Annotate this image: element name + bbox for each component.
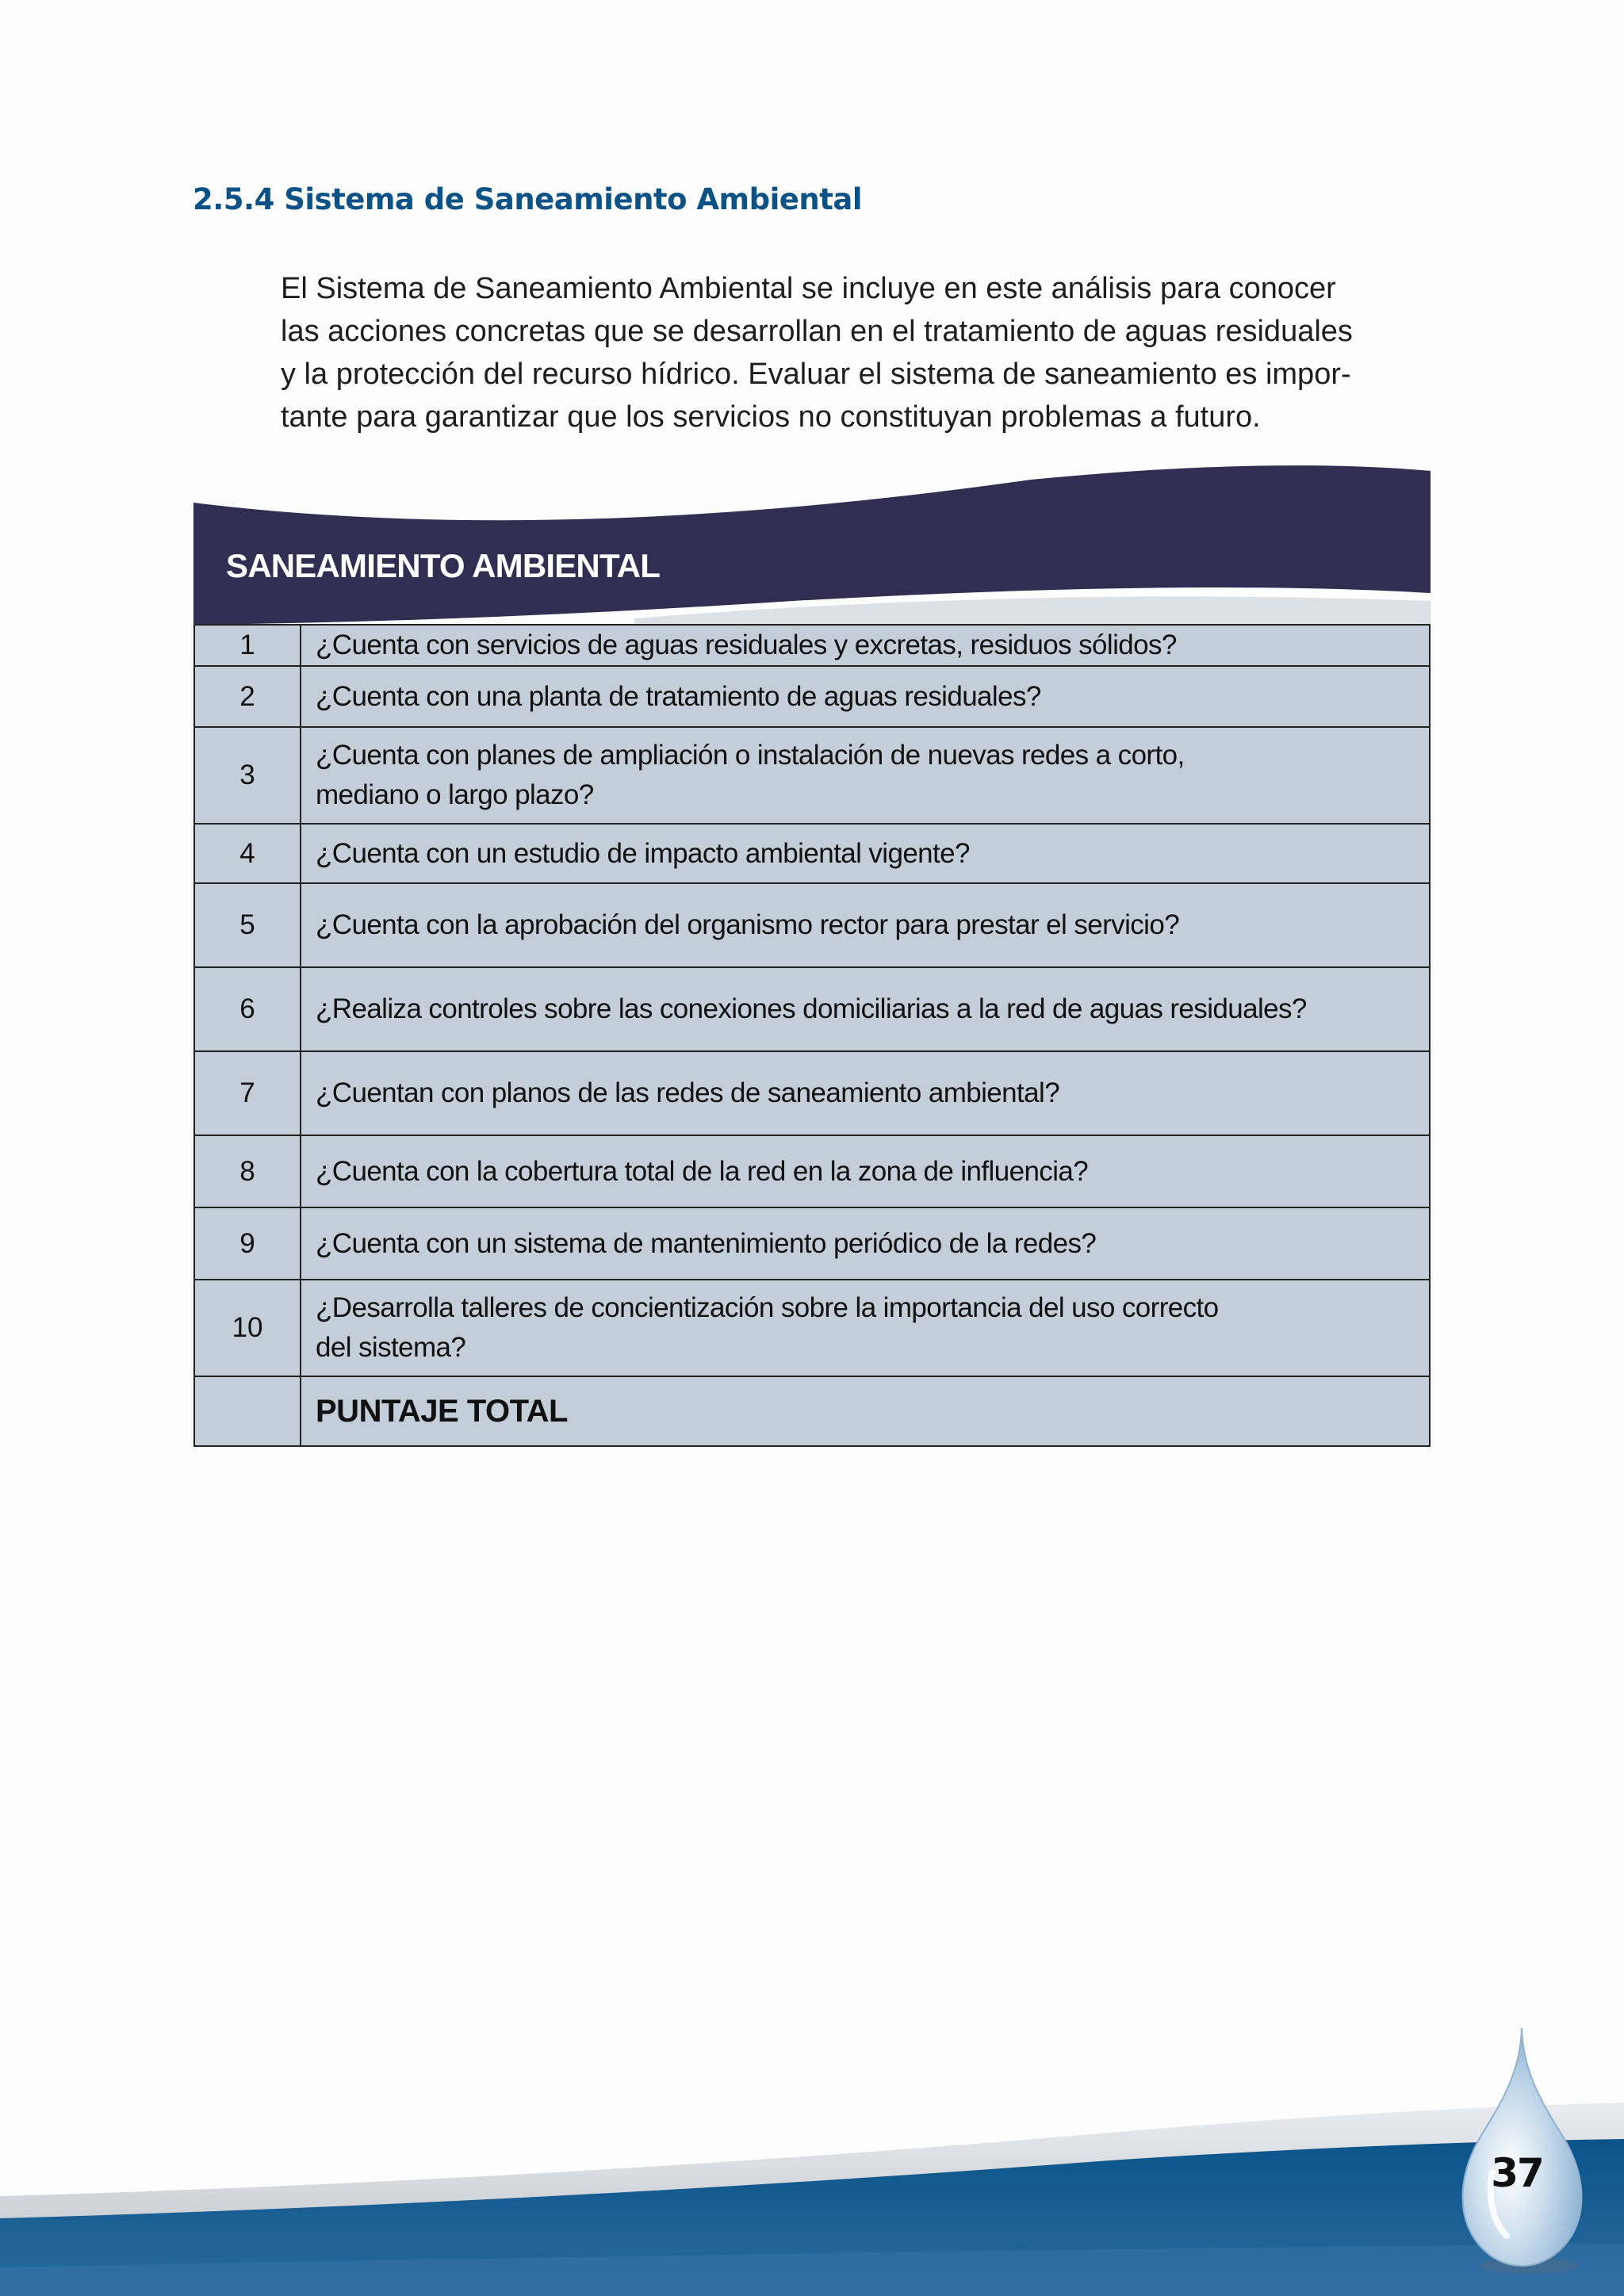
table-row (194, 1280, 1430, 1376)
row-number: 7 (194, 1051, 301, 1135)
question-line: ¿Cuentan con planos de las redes de saneamiento ambiental? (316, 1077, 1060, 1108)
row-number: 3 (194, 727, 301, 824)
row-question (301, 1051, 1430, 1135)
question-line: del sistema? (316, 1332, 466, 1363)
question-line: ¿Cuenta con la aprobación del organismo rector para prestar el servicio? (316, 909, 1180, 940)
row-question (301, 967, 1430, 1051)
row-question (301, 1207, 1430, 1280)
question-line: ¿Cuenta con un sistema de mantenimiento periódico de la redes? (316, 1227, 1097, 1259)
total-row (194, 1376, 1430, 1446)
row-number: 1 (194, 625, 301, 666)
table-row (194, 967, 1430, 1051)
row-number: 10 (194, 1280, 301, 1376)
table-row (194, 666, 1430, 727)
question-line: ¿Desarrolla talleres de concientización sobre la importancia del uso correcto (316, 1292, 1219, 1323)
question-line: ¿Cuenta con planes de ampliación o instalación de nuevas redes a corto, (316, 740, 1185, 771)
row-number: 2 (194, 666, 301, 727)
row-question (301, 727, 1430, 824)
table-row (194, 1207, 1430, 1280)
intro-line: y la protección del recurso hídrico. Evaluar el sistema de saneamiento es impor- (281, 358, 1351, 391)
question-line: ¿Cuenta con un estudio de impacto ambiental vigente? (316, 837, 970, 869)
table-row (194, 824, 1430, 883)
table-row (194, 1135, 1430, 1207)
row-question (301, 1280, 1430, 1376)
intro-line: tante para garantizar que los servicios no constituyan problemas a futuro. (281, 400, 1261, 434)
row-number: 9 (194, 1207, 301, 1280)
table-row (194, 1051, 1430, 1135)
table-title: SANEAMIENTO AMBIENTAL (226, 547, 661, 584)
row-number: 4 (194, 824, 301, 883)
row-question (301, 883, 1430, 967)
row-number: 5 (194, 883, 301, 967)
questionnaire-table (193, 624, 1431, 1447)
intro-paragraph (281, 267, 1432, 438)
page-number: 37 (1491, 2150, 1543, 2196)
row-question (301, 824, 1430, 883)
intro-line: El Sistema de Saneamiento Ambiental se incluye en este análisis para conocer (281, 272, 1336, 305)
total-number-cell (194, 1376, 301, 1446)
table-row (194, 727, 1430, 824)
question-line: ¿Cuenta con servicios de aguas residuales y excretas, residuos sólidos? (316, 629, 1177, 660)
section-title: 2.5.4 Sistema de Saneamiento Ambiental (193, 182, 863, 216)
question-line: ¿Realiza controles sobre las conexiones domiciliarias a la red de aguas residuales? (316, 993, 1307, 1024)
table-row (194, 883, 1430, 967)
question-line: ¿Cuenta con una planta de tratamiento de aguas residuales? (316, 680, 1041, 712)
row-number: 8 (194, 1135, 301, 1207)
row-number: 6 (194, 967, 301, 1051)
row-question (301, 1135, 1430, 1207)
footer-wave (0, 2014, 1624, 2296)
row-question (301, 625, 1430, 666)
total-label: PUNTAJE TOTAL (301, 1376, 1430, 1446)
question-line: mediano o largo plazo? (316, 779, 594, 810)
question-line: ¿Cuenta con la cobertura total de la red en la zona de influencia? (316, 1155, 1089, 1187)
intro-line: las acciones concretas que se desarrollan en el tratamiento de aguas residuales (281, 315, 1353, 348)
row-question (301, 666, 1430, 727)
table-row (194, 625, 1430, 666)
